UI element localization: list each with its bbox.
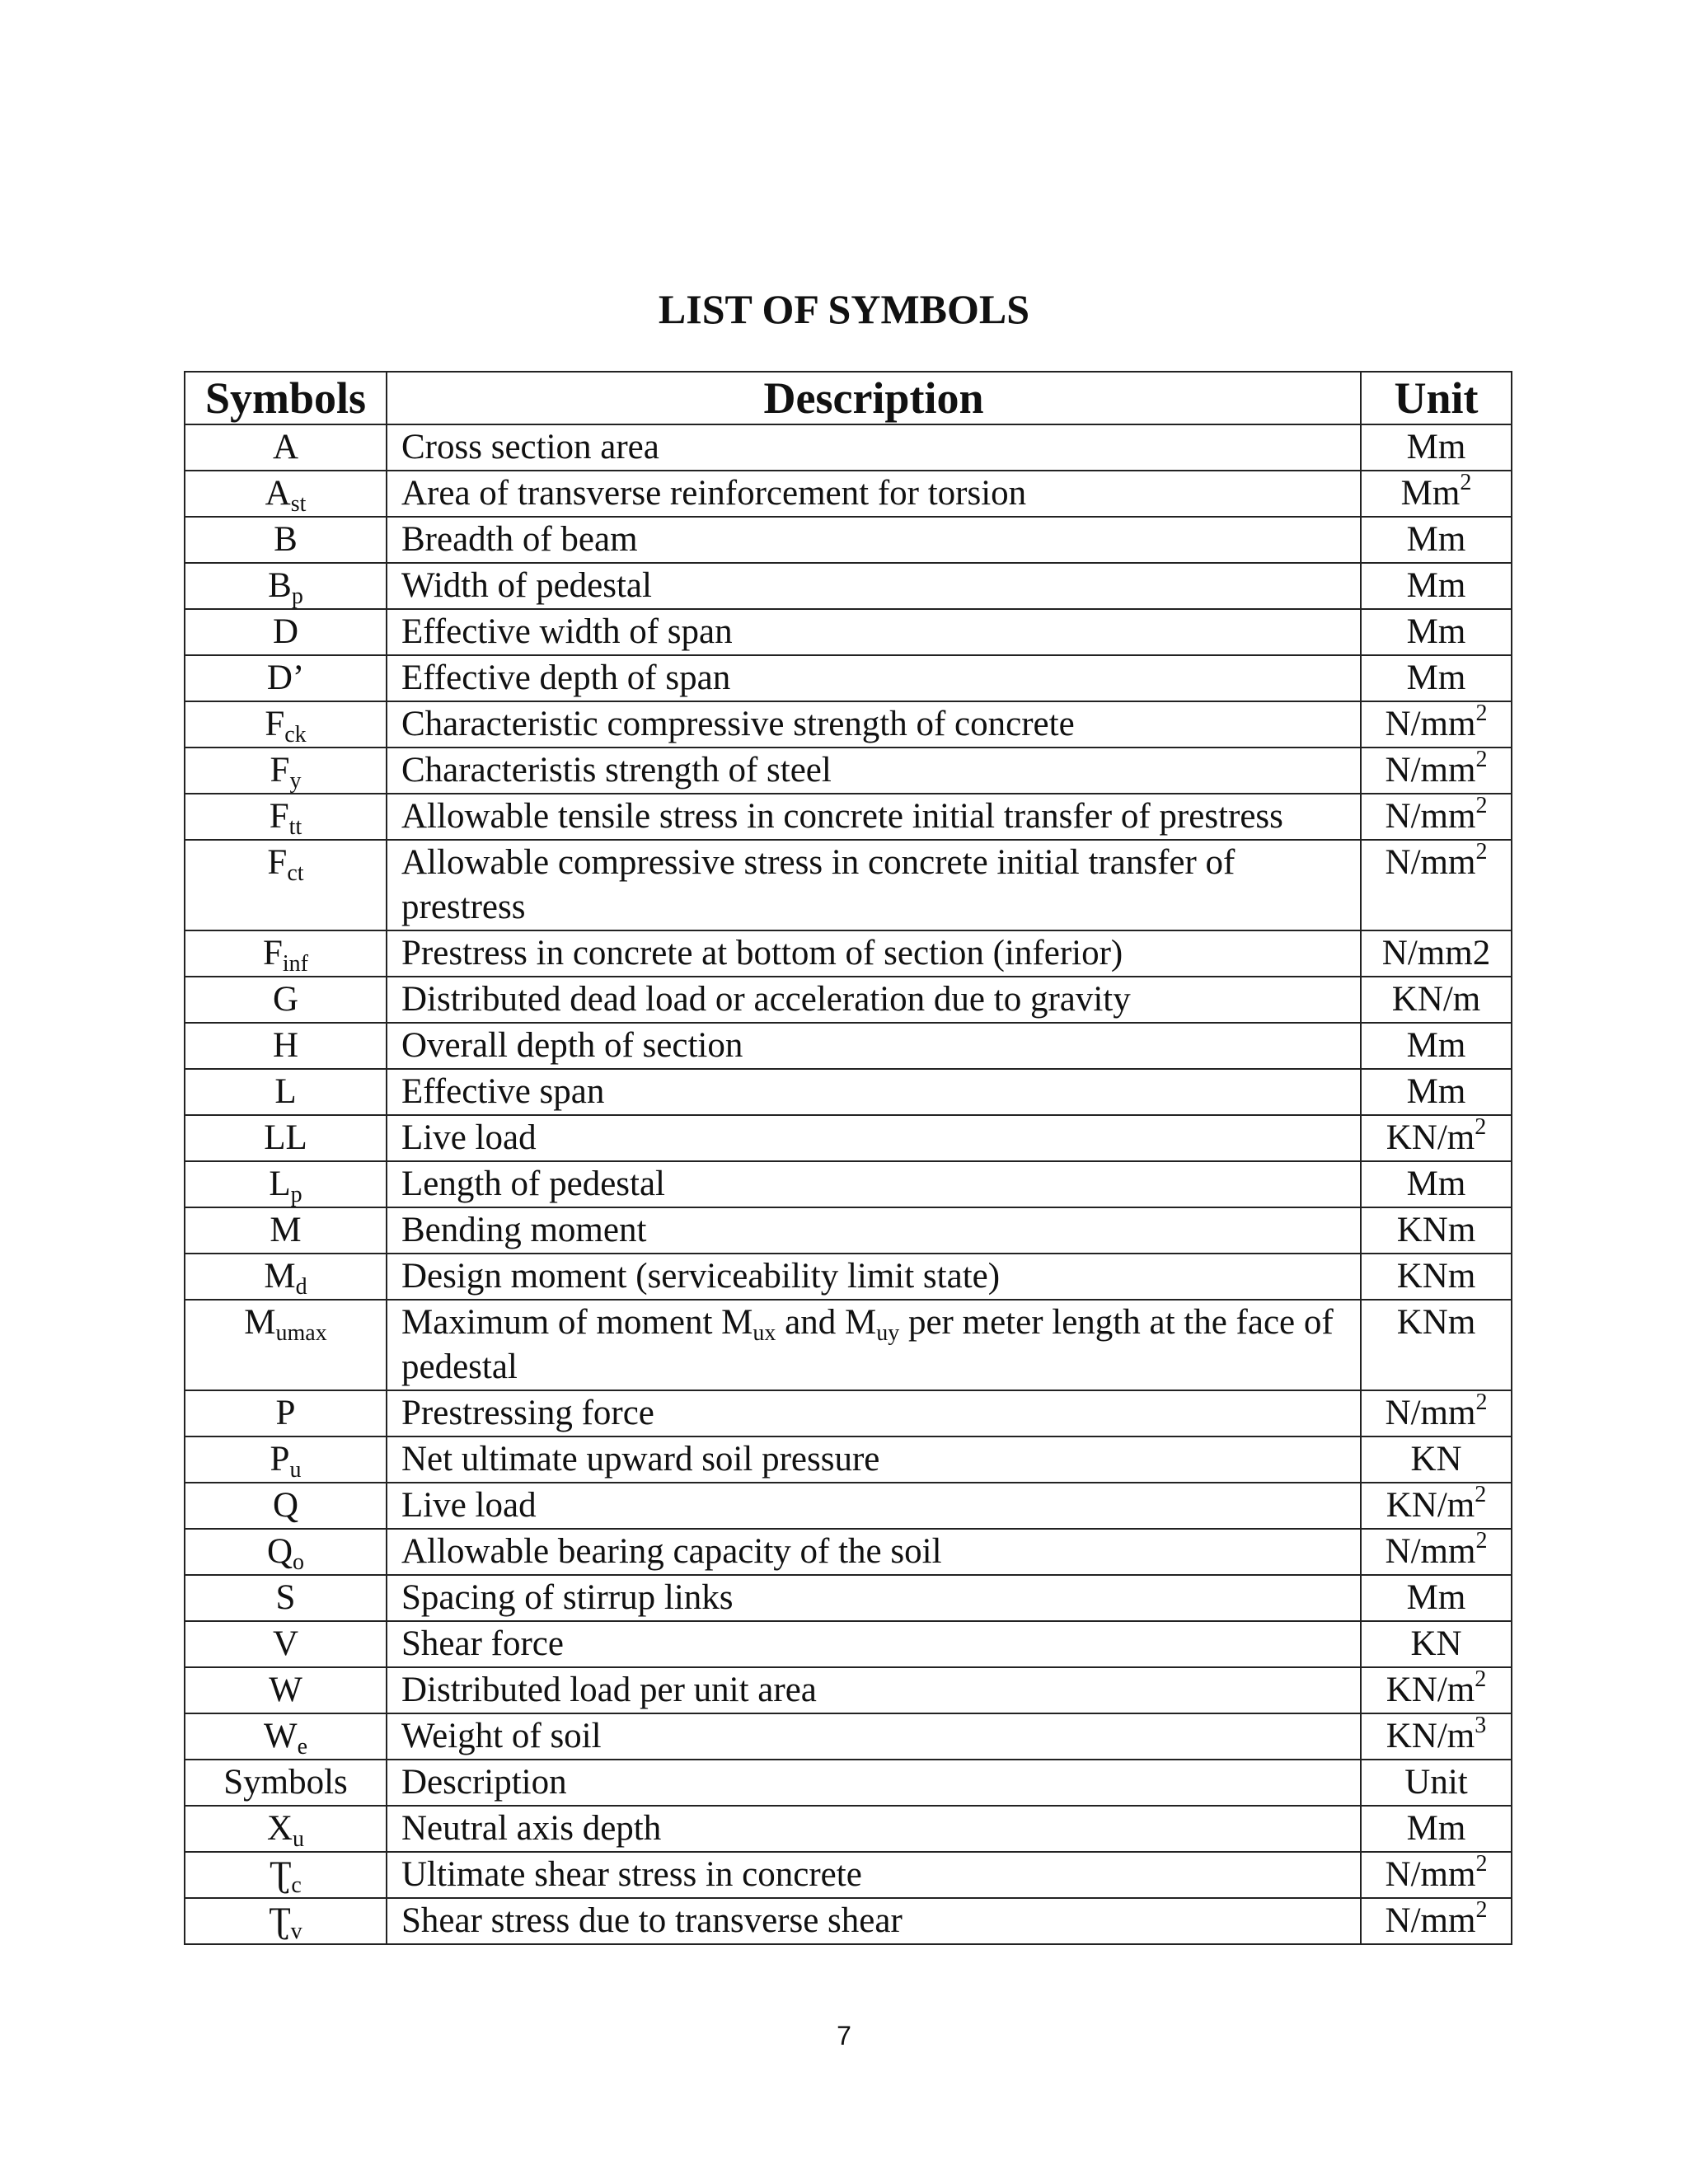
unit-superscript: 2 — [1475, 1529, 1488, 1554]
description-text: Shear force — [401, 1624, 564, 1663]
description-cell — [387, 1161, 1361, 1207]
symbol-subscript: st — [290, 491, 307, 517]
symbol-text: A — [265, 474, 291, 513]
unit-text: Unit — [1404, 1763, 1468, 1802]
unit-cell — [1361, 471, 1512, 517]
table-row — [185, 1529, 1512, 1575]
description-text: Bending moment — [401, 1211, 647, 1249]
symbol-cell — [185, 1760, 387, 1806]
symbol-subscript: p — [290, 1182, 302, 1207]
description-text: Live load — [401, 1486, 537, 1525]
description-text: Neutral axis depth — [401, 1809, 662, 1848]
symbol-cell — [185, 609, 387, 655]
symbol-cell — [185, 1898, 387, 1944]
unit-cell — [1361, 701, 1512, 748]
table-row — [185, 1483, 1512, 1529]
description-text: Description — [401, 1763, 567, 1802]
description-cell — [387, 701, 1361, 748]
symbol-subscript: v — [290, 1919, 302, 1944]
unit-text: Mm — [1406, 1072, 1466, 1111]
unit-text: Mm — [1406, 566, 1466, 605]
description-cell — [387, 1069, 1361, 1115]
unit-cell — [1361, 424, 1512, 471]
unit-superscript: 3 — [1475, 1713, 1487, 1738]
description-cell — [387, 1436, 1361, 1483]
unit-text: Mm — [1400, 474, 1461, 513]
symbol-cell — [185, 840, 387, 930]
description-cell — [387, 1898, 1361, 1944]
header-symbols: Symbols — [185, 372, 387, 424]
unit-text: N/mm — [1385, 751, 1476, 790]
symbol-subscript: umax — [275, 1320, 327, 1346]
unit-cell — [1361, 1115, 1512, 1161]
description-cell — [387, 1529, 1361, 1575]
unit-cell — [1361, 517, 1512, 563]
symbol-text: A — [272, 428, 299, 466]
symbol-text: L — [274, 1072, 297, 1111]
description-text: Cross section area — [401, 428, 659, 466]
symbol-cell — [185, 563, 387, 609]
symbol-cell — [185, 1621, 387, 1667]
description-text: Characteristis strength of steel — [401, 751, 832, 790]
symbol-text: G — [272, 980, 299, 1019]
table-row — [185, 1806, 1512, 1852]
symbol-cell — [185, 1436, 387, 1483]
symbol-subscript: u — [289, 1457, 302, 1483]
symbol-cell — [185, 1161, 387, 1207]
table-row — [185, 794, 1512, 840]
symbol-text: D — [272, 612, 299, 651]
description-text: Characteristic compressive strength of concrete — [401, 705, 1075, 743]
description-text: Effective width of span — [401, 612, 733, 651]
unit-superscript: 2 — [1475, 1115, 1487, 1140]
unit-text: KN — [1410, 1440, 1462, 1479]
table-row — [185, 424, 1512, 471]
description-text: Area of transverse reinforcement for torsion — [401, 474, 1027, 513]
table-row — [185, 1161, 1512, 1207]
description-text: Maximum of moment M — [401, 1303, 753, 1342]
symbol-cell — [185, 1852, 387, 1898]
unit-cell — [1361, 1483, 1512, 1529]
description-cell — [387, 1300, 1361, 1390]
symbol-subscript: ck — [284, 722, 307, 748]
unit-text: N/mm — [1385, 797, 1476, 836]
description-cell — [387, 655, 1361, 701]
symbol-cell — [185, 1390, 387, 1436]
symbol-cell — [185, 1483, 387, 1529]
table-row — [185, 1760, 1512, 1806]
unit-text: KN/m — [1386, 1671, 1475, 1709]
description-subscript: ux — [753, 1320, 776, 1346]
unit-cell — [1361, 655, 1512, 701]
table-row — [185, 1069, 1512, 1115]
symbol-text: S — [275, 1578, 296, 1617]
description-text: Net ultimate upward soil pressure — [401, 1440, 880, 1479]
unit-superscript: 2 — [1475, 1852, 1488, 1877]
description-cell — [387, 609, 1361, 655]
unit-text: Mm — [1406, 1578, 1466, 1617]
table-row — [185, 1436, 1512, 1483]
symbol-text: M — [264, 1257, 296, 1296]
description-text: Prestress in concrete at bottom of section (inferior) — [401, 934, 1123, 972]
symbol-text: F — [270, 751, 290, 790]
symbol-text: M — [244, 1303, 276, 1342]
description-cell — [387, 1207, 1361, 1254]
description-cell — [387, 471, 1361, 517]
description-cell — [387, 563, 1361, 609]
unit-text: N/mm — [1385, 1532, 1476, 1571]
unit-text: N/mm2 — [1381, 934, 1491, 972]
description-text: and M — [776, 1303, 877, 1342]
symbol-cell — [185, 1529, 387, 1575]
symbol-text: F — [269, 797, 289, 836]
unit-cell — [1361, 1390, 1512, 1436]
description-cell — [387, 1254, 1361, 1300]
description-cell — [387, 1483, 1361, 1529]
unit-text: KNm — [1396, 1303, 1476, 1342]
unit-cell — [1361, 1806, 1512, 1852]
description-cell — [387, 1852, 1361, 1898]
unit-cell — [1361, 840, 1512, 930]
description-cell — [387, 1023, 1361, 1069]
symbol-subscript: o — [293, 1549, 305, 1575]
table-row — [185, 517, 1512, 563]
symbol-cell — [185, 1207, 387, 1254]
description-text: per meter length at the face of pedestal — [401, 1303, 1334, 1386]
symbol-text: M — [270, 1211, 302, 1249]
table-row — [185, 1207, 1512, 1254]
description-text: Allowable tensile stress in concrete initial transfer of prestress — [401, 797, 1283, 836]
symbol-text: Q — [266, 1532, 293, 1571]
table-body — [185, 424, 1512, 1944]
unit-superscript: 2 — [1475, 1390, 1488, 1415]
unit-cell — [1361, 1898, 1512, 1944]
description-text: Prestressing force — [401, 1394, 654, 1432]
symbol-subscript: c — [291, 1872, 302, 1898]
symbol-text: F — [267, 843, 288, 882]
description-cell — [387, 1760, 1361, 1806]
unit-superscript: 2 — [1475, 840, 1488, 865]
description-text: Length of pedestal — [401, 1165, 666, 1203]
description-text: Spacing of stirrup links — [401, 1578, 734, 1617]
symbol-cell — [185, 1069, 387, 1115]
unit-cell — [1361, 977, 1512, 1023]
unit-text: Mm — [1406, 520, 1466, 559]
description-text: Width of pedestal — [401, 566, 652, 605]
description-text: Distributed load per unit area — [401, 1671, 817, 1709]
table-row — [185, 563, 1512, 609]
description-text: Breadth of beam — [401, 520, 638, 559]
table-row — [185, 748, 1512, 794]
unit-superscript: 2 — [1460, 471, 1472, 495]
symbol-subscript: d — [295, 1274, 307, 1300]
unit-superscript: 2 — [1475, 748, 1488, 772]
symbols-table — [184, 371, 1512, 1945]
description-cell — [387, 1575, 1361, 1621]
description-text: Effective depth of span — [401, 658, 731, 697]
unit-cell — [1361, 1575, 1512, 1621]
unit-text: Mm — [1406, 1165, 1466, 1203]
unit-cell — [1361, 748, 1512, 794]
unit-text: KN/m — [1386, 1118, 1475, 1157]
table-row — [185, 1575, 1512, 1621]
symbol-text: W — [269, 1671, 302, 1709]
unit-text: N/mm — [1385, 1855, 1476, 1894]
symbol-text: X — [266, 1809, 293, 1848]
unit-cell — [1361, 1713, 1512, 1760]
symbol-cell — [185, 1806, 387, 1852]
description-cell — [387, 977, 1361, 1023]
unit-text: KN/m — [1391, 980, 1481, 1019]
symbol-cell — [185, 1023, 387, 1069]
symbol-text: Ʈ — [270, 1855, 292, 1894]
description-text: Overall depth of section — [401, 1026, 743, 1065]
unit-cell — [1361, 1760, 1512, 1806]
symbol-subscript: e — [297, 1734, 308, 1760]
table-header-row — [185, 372, 1512, 424]
symbol-cell — [185, 701, 387, 748]
description-cell — [387, 1667, 1361, 1713]
description-text: Allowable compressive stress in concrete initial transfer of prestress — [401, 843, 1236, 926]
symbol-cell — [185, 655, 387, 701]
unit-cell — [1361, 1300, 1512, 1390]
table-row — [185, 1898, 1512, 1944]
symbol-text: B — [274, 520, 298, 559]
unit-text: KN/m — [1386, 1717, 1475, 1755]
unit-superscript: 2 — [1475, 1667, 1487, 1692]
symbol-cell — [185, 1115, 387, 1161]
symbol-text: Ʈ — [269, 1901, 291, 1940]
symbol-cell — [185, 977, 387, 1023]
description-cell — [387, 1713, 1361, 1760]
symbol-subscript: inf — [282, 951, 309, 977]
symbol-text: B — [268, 566, 292, 605]
unit-text: N/mm — [1385, 705, 1476, 743]
symbol-text: H — [272, 1026, 299, 1065]
symbol-cell — [185, 748, 387, 794]
symbol-subscript: ct — [287, 860, 304, 886]
table-row — [185, 1852, 1512, 1898]
unit-cell — [1361, 1069, 1512, 1115]
description-text: Design moment (serviceability limit state) — [401, 1257, 1001, 1296]
unit-text: KN — [1410, 1624, 1462, 1663]
unit-cell — [1361, 1852, 1512, 1898]
unit-cell — [1361, 609, 1512, 655]
symbol-text: P — [270, 1440, 290, 1479]
unit-cell — [1361, 1207, 1512, 1254]
unit-text: Mm — [1406, 658, 1466, 697]
unit-text: N/mm — [1385, 1901, 1476, 1940]
unit-text: Mm — [1406, 612, 1466, 651]
unit-cell — [1361, 1023, 1512, 1069]
unit-text: N/mm — [1385, 1394, 1476, 1432]
description-cell — [387, 840, 1361, 930]
table-row — [185, 1390, 1512, 1436]
unit-cell — [1361, 930, 1512, 977]
table-row — [185, 1254, 1512, 1300]
symbol-cell — [185, 1713, 387, 1760]
table-row — [185, 840, 1512, 930]
table-row — [185, 471, 1512, 517]
symbol-cell — [185, 930, 387, 977]
symbol-subscript: tt — [288, 814, 302, 840]
unit-superscript: 2 — [1475, 794, 1488, 818]
unit-superscript: 2 — [1475, 1483, 1487, 1507]
page-title: LIST OF SYMBOLS — [658, 286, 1030, 332]
table-row — [185, 1621, 1512, 1667]
symbol-cell — [185, 1575, 387, 1621]
table-row — [185, 1300, 1512, 1390]
symbol-cell — [185, 517, 387, 563]
description-cell — [387, 794, 1361, 840]
table-row — [185, 1023, 1512, 1069]
description-text: Live load — [401, 1118, 537, 1157]
symbol-subscript: y — [289, 768, 302, 794]
description-text: Effective span — [401, 1072, 605, 1111]
unit-text: KNm — [1396, 1257, 1476, 1296]
symbol-cell — [185, 1254, 387, 1300]
table-row — [185, 655, 1512, 701]
table-row — [185, 609, 1512, 655]
description-cell — [387, 1390, 1361, 1436]
symbol-cell — [185, 794, 387, 840]
description-cell — [387, 424, 1361, 471]
page-number: 7 — [837, 2021, 851, 2050]
symbol-cell — [185, 1300, 387, 1390]
description-text: Allowable bearing capacity of the soil — [401, 1532, 942, 1571]
symbol-text: F — [262, 934, 283, 972]
unit-cell — [1361, 1667, 1512, 1713]
description-cell — [387, 748, 1361, 794]
unit-text: Mm — [1406, 1026, 1466, 1065]
table-row — [185, 1115, 1512, 1161]
table-row — [185, 701, 1512, 748]
unit-superscript: 2 — [1475, 1898, 1488, 1923]
symbol-subscript: p — [291, 583, 303, 609]
symbol-text: V — [272, 1624, 299, 1663]
description-text: Ultimate shear stress in concrete — [401, 1855, 862, 1894]
table-row — [185, 1667, 1512, 1713]
unit-cell — [1361, 1161, 1512, 1207]
symbol-cell — [185, 1667, 387, 1713]
unit-cell — [1361, 1529, 1512, 1575]
symbol-text: LL — [264, 1118, 307, 1157]
symbol-text: F — [265, 705, 285, 743]
unit-text: KNm — [1396, 1211, 1476, 1249]
description-cell — [387, 1806, 1361, 1852]
unit-cell — [1361, 794, 1512, 840]
table-row — [185, 977, 1512, 1023]
description-text: Weight of soil — [401, 1717, 602, 1755]
unit-text: KN/m — [1386, 1486, 1475, 1525]
symbol-text: P — [275, 1394, 296, 1432]
description-cell — [387, 517, 1361, 563]
unit-text: Mm — [1406, 1809, 1466, 1848]
description-cell — [387, 1621, 1361, 1667]
unit-superscript: 2 — [1475, 701, 1488, 726]
unit-cell — [1361, 563, 1512, 609]
symbol-cell — [185, 424, 387, 471]
symbol-text: Symbols — [223, 1763, 348, 1802]
header-description: Description — [387, 372, 1361, 424]
unit-cell — [1361, 1436, 1512, 1483]
table-row — [185, 930, 1512, 977]
description-cell — [387, 1115, 1361, 1161]
symbol-text: D’ — [266, 658, 305, 697]
table-row — [185, 1713, 1512, 1760]
unit-text: N/mm — [1385, 843, 1476, 882]
unit-cell — [1361, 1621, 1512, 1667]
description-text: Shear stress due to transverse shear — [401, 1901, 903, 1940]
symbol-subscript: u — [293, 1826, 305, 1852]
symbol-text: L — [269, 1165, 291, 1203]
unit-cell — [1361, 1254, 1512, 1300]
description-subscript: uy — [876, 1320, 900, 1346]
header-unit: Unit — [1361, 372, 1512, 424]
symbol-text: Q — [272, 1486, 299, 1525]
symbol-cell — [185, 471, 387, 517]
description-text: Distributed dead load or acceleration due to gravity — [401, 980, 1131, 1019]
description-cell — [387, 930, 1361, 977]
unit-text: Mm — [1406, 428, 1466, 466]
symbol-text: W — [263, 1717, 298, 1755]
